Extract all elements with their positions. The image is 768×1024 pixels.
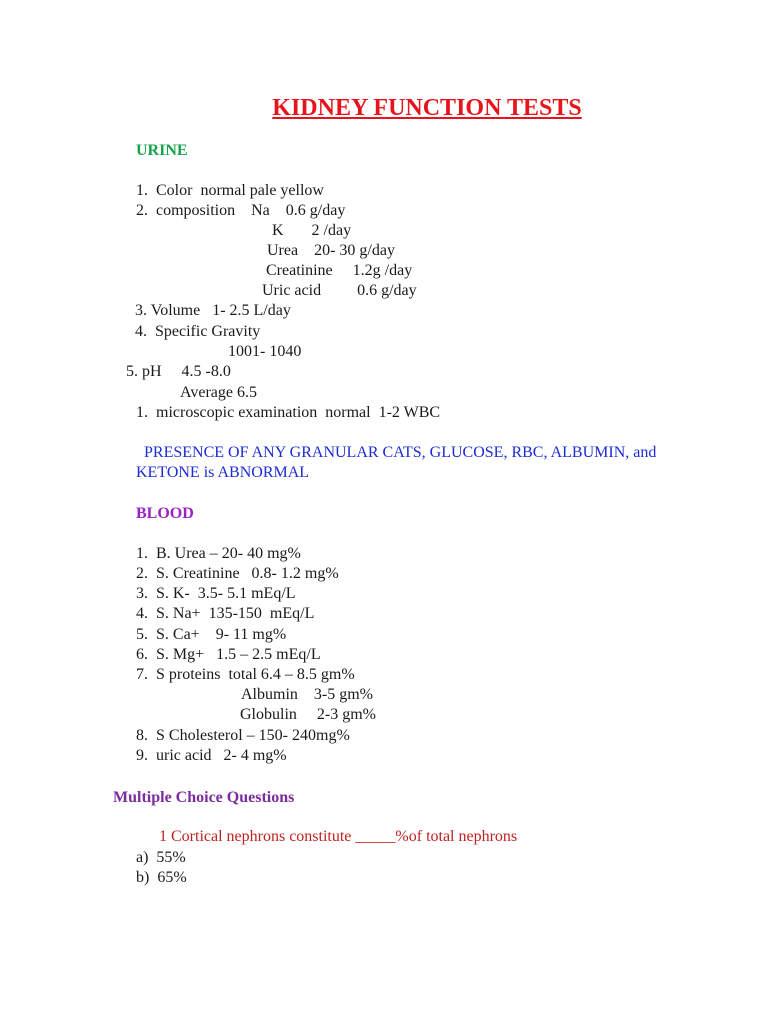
urine-item-composition: 2. composition Na 0.6 g/day [136,202,346,219]
blood-item-sodium: 4. S. Na+ 135-150 mEq/L [136,605,315,622]
urine-item-ph-average: Average 6.5 [180,384,257,401]
urine-heading: URINE [136,142,188,159]
urine-item-urea: Urea 20- 30 g/day [267,242,395,259]
blood-item-urea: 1. B. Urea – 20- 40 mg% [136,545,301,562]
urine-item-uric-acid: Uric acid 0.6 g/day [262,282,417,299]
mcq-heading: Multiple Choice Questions [113,789,295,806]
blood-item-potassium: 3. S. K- 3.5- 5.1 mEq/L [136,585,296,602]
mcq-question: 1 Cortical nephrons constitute _____%of total nephrons [159,828,518,845]
blood-item-albumin: Albumin 3-5 gm% [241,686,373,703]
blood-item-globulin: Globulin 2-3 gm% [240,706,376,723]
page-title: KIDNEY FUNCTION TESTS [272,95,582,121]
urine-item-creatinine: Creatinine 1.2g /day [266,262,413,279]
urine-item-volume: 3. Volume 1- 2.5 L/day [135,302,291,319]
urine-abnormal-note-line1: PRESENCE OF ANY GRANULAR CATS, GLUCOSE, RBC, ALBUMIN, and [144,444,657,461]
urine-abnormal-note-line2: KETONE is ABNORMAL [136,464,310,481]
blood-item-calcium: 5. S. Ca+ 9- 11 mg% [136,626,287,643]
blood-item-creatinine: 2. S. Creatinine 0.8- 1.2 mg% [136,565,339,582]
blood-item-magnesium: 6. S. Mg+ 1.5 – 2.5 mEq/L [136,646,321,663]
mcq-option-b: b) 65% [136,869,187,886]
urine-item-specific-gravity: 4. Specific Gravity [135,323,261,340]
blood-item-proteins: 7. S proteins total 6.4 – 8.5 gm% [136,666,355,683]
blood-heading: BLOOD [136,505,194,522]
blood-item-cholesterol: 8. S Cholesterol – 150- 240mg% [136,727,350,744]
urine-item-ph: 5. pH 4.5 -8.0 [126,363,231,380]
urine-item-k: K 2 /day [272,222,352,239]
mcq-option-a: a) 55% [136,849,186,866]
urine-item-color: 1. Color normal pale yellow [136,182,324,199]
urine-item-gravity-range: 1001- 1040 [228,343,302,360]
blood-item-uric-acid: 9. uric acid 2- 4 mg% [136,747,287,764]
urine-item-microscopic: 1. microscopic examination normal 1-2 WBC [136,404,441,421]
